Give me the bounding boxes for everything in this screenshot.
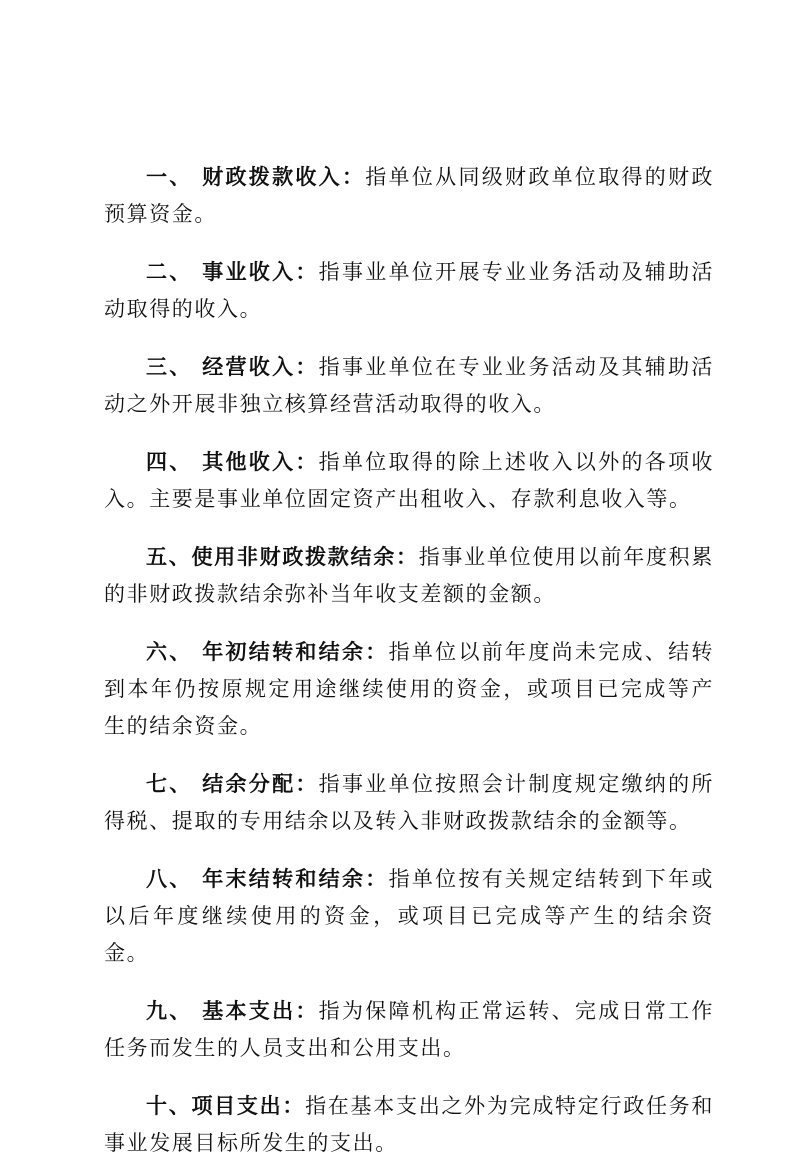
definition-text: 指单位从同级财政单位取得的财政预算资金。	[104, 165, 714, 226]
definition-text: 指为保障机构正常运转、完成日常工作任务而发生的人员支出和公用支出。	[104, 999, 714, 1060]
definition-term: 八、 年末结转和结余：	[146, 867, 389, 891]
definition-term: 九、 基本支出：	[146, 999, 319, 1023]
definition-term: 七、 结余分配：	[146, 772, 319, 796]
definition-text: 指在基本支出之外为完成特定行政任务和事业发展目标所发生的支出。	[104, 1094, 714, 1155]
definition-list	[0, 138, 800, 1165]
definition-item-4	[104, 444, 714, 518]
definition-item-10	[104, 1088, 714, 1162]
definition-text: 指事业单位按照会计制度规定缴纳的所得税、提取的专用结余以及转入非财政拨款结余的金额等。	[104, 772, 714, 833]
definition-term: 六、 年初结转和结余：	[146, 640, 389, 664]
definition-text: 指单位取得的除上述收入以外的各项收入。主要是事业单位固定资产出租收入、存款利息收入等。	[104, 450, 714, 511]
definition-item-5	[104, 539, 714, 613]
definition-item-2	[104, 254, 714, 328]
definition-term: 三、 经营收入：	[146, 355, 319, 379]
definition-text: 指事业单位开展专业业务活动及辅助活动取得的收入。	[104, 260, 714, 321]
definition-text: 指事业单位使用以前年度积累的非财政拨款结余弥补当年收支差额的金额。	[104, 545, 714, 606]
definition-term: 四、 其他收入：	[146, 450, 319, 474]
definition-item-9	[104, 993, 714, 1067]
definition-item-7	[104, 766, 714, 840]
definition-text: 指事业单位在专业业务活动及其辅助活动之外开展非独立核算经营活动取得的收入。	[104, 355, 714, 416]
definition-term: 一、 财政拨款收入：	[146, 165, 366, 189]
definition-term: 十、项目支出：	[146, 1094, 306, 1118]
definition-text: 指单位以前年度尚未完成、结转到本年仍按原规定用途继续使用的资金，或项目已完成等产生的结余资金。	[104, 640, 714, 738]
definition-text: 指单位按有关规定结转到下年或以后年度继续使用的资金，或项目已完成等产生的结余资金。	[104, 867, 714, 965]
definition-term: 二、 事业收入：	[146, 260, 319, 284]
definition-item-8	[104, 861, 714, 972]
definition-item-3	[104, 349, 714, 423]
definition-term: 五、使用非财政拨款结余：	[146, 545, 419, 569]
definition-item-6	[104, 634, 714, 745]
definition-item-1	[104, 159, 714, 233]
